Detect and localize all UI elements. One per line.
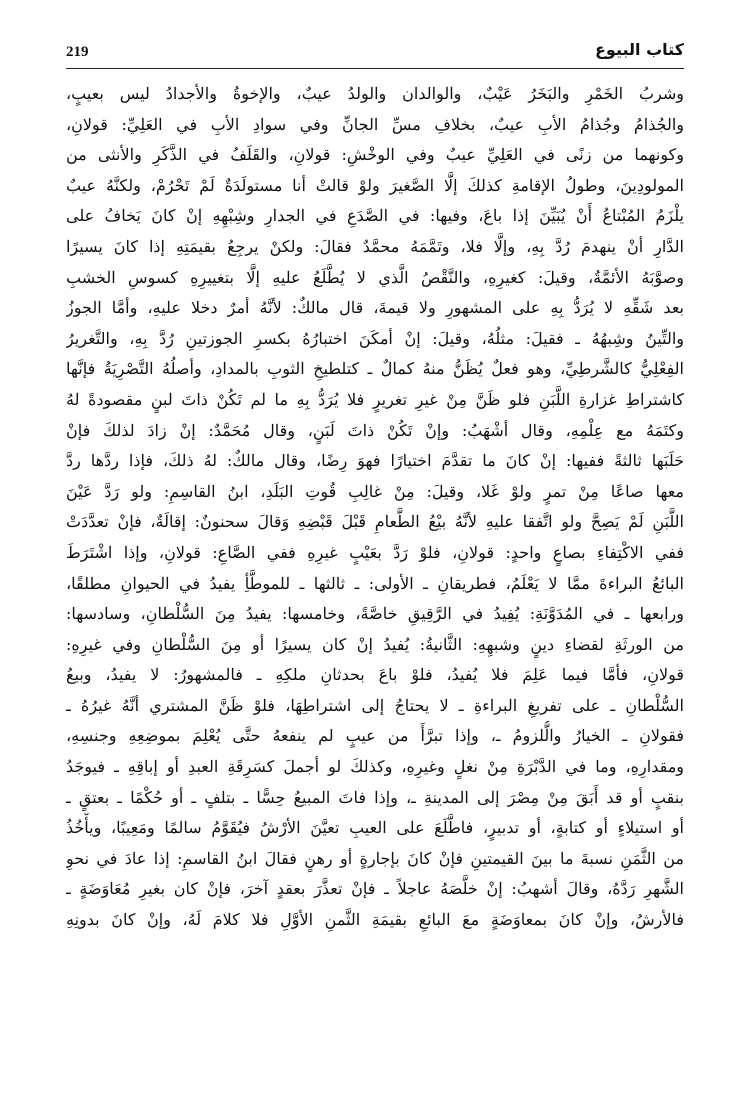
text-line: المولودِينَ، وطولُ الإقامةِ كذلكَ إلَّا الصَّغيرَ ولوْ قالتْ أنا مستولَدَةٌ لَمْ تَحْرُمْ، ولكنَّهُ عيبٌ (66, 175, 684, 195)
text-line: بنقبٍ أو قد أَبَقَ مِنْ مِصْرَ إلى المدينةِ ـ، وإذا فاتَ المبيعُ حِسًّا ـ بتلفٍ ـ أو حُكْمًا ـ بعتقٍ ـ (66, 787, 684, 807)
text-line: والتِّينُ وشِبهُهُ ـ فقيلَ: مثلُهُ، وقيلَ: إنْ أمكَنَ اختبارُهُ بكسرِ الجوزتينِ رُدَّ بِهِ، والتَّغريرُ (66, 328, 684, 348)
text-line: وكتَمَهُ مع عِلْمِهِ، وقال أشْهَبُ: وإنْ تَكُنْ ذاتَ لَبَنٍ، وقال مُحَمَّدٌ: إنْ زادَ لذلكَ فإنْ (66, 420, 684, 440)
text-line: كاشتراطِ غزارةِ اللَّبَنِ فلو ظَنَّ مِنْ غيرِ تغريرٍ فلا يُرَدُّ بِهِ ما لم تَكُنْ ذاتَ لبنٍ مقصودةً لهُ (66, 389, 684, 409)
text-line: وشربُ الخَمْرِ والبَخَرُ عَيْبٌ، والوالدان والولدُ عيبٌ، والإخوةُ والأجدادُ ليس بعيبٍ، (66, 84, 684, 103)
text-line: فالأرشُ، وإنْ كانَ بمعاوَضَةٍ معَ البائعِ بقيمَةِ الثَّمنِ الأوَّلِ فلا كلامَ لَهُ، وإنْ كانَ بدونِهِ (66, 910, 684, 930)
text-line: البائعُ البراءةَ ممَّا لا يَعْلَمُ، فطريقانِ ـ الأولى: ـ ثالثها ـ للموطَّأِ يفيدُ في الحيوانِ مطلقًا، (66, 573, 684, 593)
text-line: السُّلْطانِ ـ على تفريغِ البراءةِ ـ لا يحتاجُ إلى اشتراطِهَا، فلوْ ظَنَّ المشتري أنَّهُ غيرُهُ ـ (66, 695, 684, 715)
running-header (66, 40, 684, 68)
chapter-title: كتاب البيوع (594, 40, 684, 59)
body-text (66, 79, 684, 936)
text-line: يلْزَمُ المُبْتاعُ أَنْ يُبَيِّنَ إذا باعَ، وفيها: في الصَّدَعِ في الجدارِ وشِبْهِهِ إنْ كانَ يَخافُ على (66, 206, 684, 226)
document-page (66, 40, 684, 1080)
text-line: من الورثَةِ لقضاءِ دينٍ وشبهِهِ: الثَّانيةُ: يُفيدُ إنْ كان يسيرًا أو مِنَ السُّلْطانِ وفي غيرِهِ: (66, 634, 684, 654)
page-number: 219 (66, 44, 89, 60)
text-line: فقولانِ ـ الخيارُ والُّلزومُ ـ، وإذا تبرَّأَ من عيبٍ لم ينفعهُ حتَّى يُعْلِمَ بموضِعِهِ وجنسِهِ، (66, 726, 684, 746)
text-line: حَلَبَها ثالثةً ففيها: إنْ كانَ ما تقدَّمَ اختيارًا فهوَ رِضًا، وقال مالكٌ: لهُ ذلكَ، فإذا ردَّها ردَّ (66, 451, 684, 471)
text-line: الفِعْلِيُّ كالشَّرطِيِّ، وهو فعلٌ يُظَنُّ منهُ كمالٌ ـ كتلطيخِ الثوبِ بالمدادِ، وأصلُهُ التَّصْرِيَةُ فإنَّها (66, 359, 684, 379)
text-line: ورابعها ـ في المُدَوَّنَةِ: يُفِيدُ في الرَّقِيقِ خاصَّةً، وخامسها: يفيدُ مِنَ السُّلْطانِ، وسادسها: (66, 604, 684, 624)
text-line: وكونهما من زنًى في العَلِيِّ عيبٌ وفي الوخْشِ: قولانِ، والقَلَفُ في الذَّكَرِ والأنثى من (66, 145, 684, 165)
text-line: من الثَّمَنِ نسبةَ ما بينَ القيمتينِ فإنْ كانَ بإجارةٍ أو رهنٍ فقالَ ابنُ القاسمِ: إذا عادَ في نحوِ (66, 848, 684, 868)
text-line: بعد شَقِّهِ لا يُرَدُّ بِهِ على المشهورِ ولا قيمةَ، قال مالكٌ: لأنَّهُ أمرٌ دخلا عليهِ، وأمَّا الجوزُ (66, 298, 684, 318)
text-line: قولانِ، فأمَّا فيما عَلِمَ فلا يُفيدُ، فلوْ باعَ بحدثانِ ملكِهِ ـ فالمشهورُ: لا يفيدُ، وبيعُ (66, 665, 684, 685)
text-line: والجُذامُ وجُذامُ الأبِ عيبٌ، بخلافِ مسِّ الجانِّ وفي سوادِ الأبِ في العَلِيِّ: قولانِ، (66, 114, 684, 134)
text-line: ففي الاكْتِفاءِ بصاعٍ واحدٍ: قولانِ، فلوْ رَدَّ بعَيْبٍ غيرِهِ ففي الصَّاعِ: قولانِ، وإذا اشْتَرَطَ (66, 542, 684, 562)
text-line: اللَّبَنِ لَمْ يَصِحَّ ولو اتَّفقا عليهِ لأنَّهُ بيْعُ الطَّعامِ قَبْلَ قَبْضِهِ وَقالَ سحنونٌ: إقالَةٌ، فإنْ تعدَّدَتْ (66, 512, 684, 532)
text-line: معها صاعًا مِنْ تمرٍ ولوْ غَلا، وقيلَ: مِنْ غالِبِ قُوتِ البَلَدِ، ابنُ القاسِمِ: ولو رَدَّ عَيْنَ (66, 481, 684, 501)
text-line: ومقدارِهِ، وما في الدَّبْرَةِ مِنْ نغلٍ وغيرِهِ، وكذلكَ لو أجملَ كسَرِقَةِ العبدِ أو إباقِهِ ـ فيوجَدُ (66, 757, 684, 777)
text-line: وصوَّبَهُ الأئمَّةُ، وقيلَ: كغيرِهِ، والنَّقْصُ الَّذي لا يُطَّلَعُ عليهِ إلَّا بتغييرِهِ كسوسِ الخشبِ (66, 267, 684, 287)
text-line: الشَّهرِ رَدَّهُ، وقالَ أشهبُ: إنْ خلَّصَهُ عاجلاً ـ فإنْ تعذَّرَ بعقدٍ آخرَ، فإنْ كان بغيرِ مُعَاوَضَةٍ ـ (66, 879, 684, 899)
text-line: أو استيلاءٍ أو كتابةٍ، أو تدبيرٍ، فاطَّلَعَ على العيبِ تعيَّنَ الأرْشُ فيُقَوَّمُ سالمًا ومَعِيبًا، ويأْخُذُ (66, 818, 684, 838)
text-line: الدَّارِ أنْ ينهدمَ رُدَّ بِهِ، وإلَّا فلا، وتَمَّمَهُ محمَّدٌ فقالَ: ولكنْ يرجِعُ بقيمَتِهِ إذا كانَ يسيرًا (66, 236, 684, 256)
header-rule (66, 68, 684, 69)
